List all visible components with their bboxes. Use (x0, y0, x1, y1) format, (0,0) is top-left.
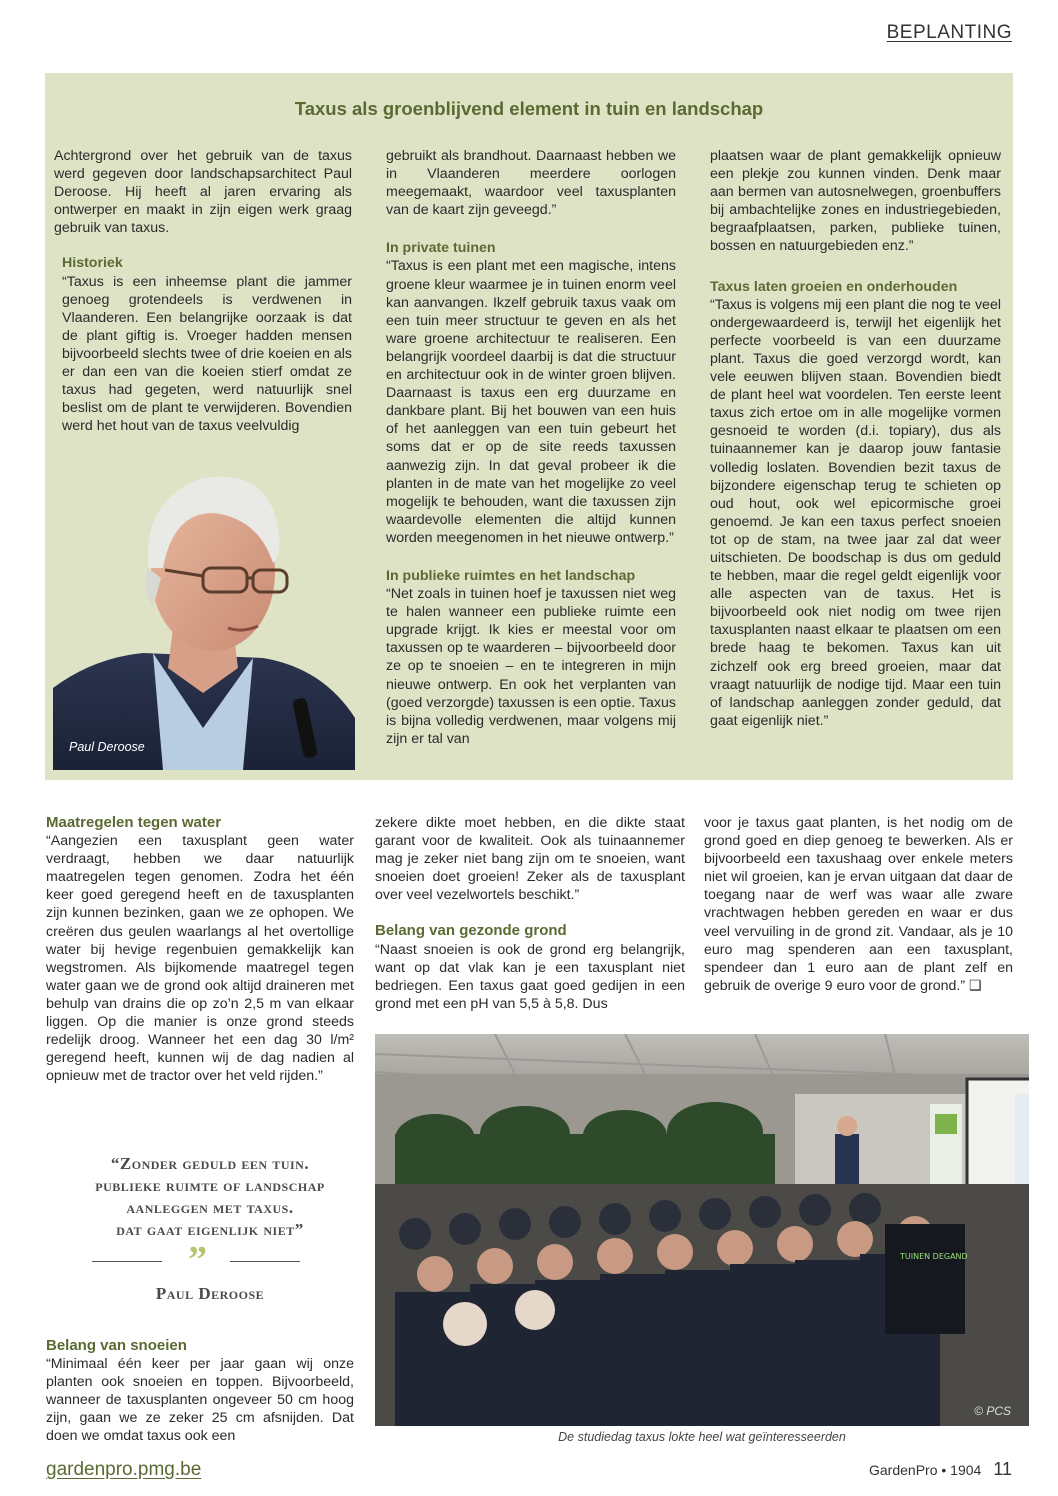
box-title: Taxus als groenblijvend element in tuin en landschap (294, 98, 764, 119)
box-column-1 (54, 147, 352, 435)
paragraph-col2-start: gebruikt als brandhout. Daarnaast hebben we in Vlaanderen meerdere oorlogen meegemaakt, waardoor veel taxusplanten van de kaart zijn geveegd.” (386, 148, 676, 219)
paragraph-lower-col2-start: zekere dikte moet hebben, en die dikte staat garant voor de kwaliteit. Ook als tuinaannemer mag je zeker niet bang zijn om te snoeien, want snoeien doet groeien! Zeker als de taxusplant over veel vezelwortels beschikt.” (375, 815, 685, 904)
lower-column-3 (704, 814, 1013, 995)
shirt-print-text: TUINEN DEGAND (900, 1252, 968, 1261)
pull-quote-line-3: aanleggen met taxus. (126, 1198, 294, 1217)
heading-maatregelen-water: Maatregelen tegen water (46, 814, 222, 831)
paragraph-historiek: “Taxus is een inheemse plant die jammer genoeg grotendeels is verdwenen in Vlaanderen. Een belangrijke oorzaak is dat de plant giftig is. Vroeger hadden mensen bijvoorbeeld slechts twee of drie koeien en als er dan een van die koeien stierf omdat ze taxus had gegeten, werd natuurlijk snel beslist om de plant te verwijderen. Bovendien werd het hout van de taxus veelvuldig (62, 273, 352, 435)
lower-col3-text: voor je taxus gaat planten, is het nodig om de grond goed en diep genoeg te bewerken. Als er bijvoorbeeld een taxushaag over enkele meters niet wil groeien, kan je ervan uitgaan dat daar de toegang naar de werf was waar alle zware vrachtwagen hebben gereden en waar er dus veel vervuiling in de grond zit. Vandaar, als je 10 euro mag spenderen aan een taxusplant, spendeer dan 1 euro aan de plant zelf en gebruik de overige 9 euro voor de grond.” (704, 815, 1013, 994)
pull-quote (80, 1153, 340, 1241)
quote-divider-right (230, 1261, 300, 1262)
heading-historiek: Historiek (62, 255, 123, 272)
intro-paragraph: Achtergrond over het gebruik van de taxus werd gegeven door landschapsarchitect Paul Deroose. Hij heeft al jaren ervaring als ontwerper en maakt in zijn eigen werk graag gebruik van taxus. (54, 148, 352, 237)
event-photo (375, 1034, 1029, 1426)
heading-belang-snoeien: Belang van snoeien (46, 1337, 187, 1354)
box-column-2 (386, 147, 676, 748)
heading-taxus-groeien: Taxus laten groeien en onderhouden (710, 278, 958, 295)
event-photo-illustration (375, 1034, 1029, 1426)
portrait-photo (53, 458, 355, 770)
quote-mark-icon: ” (188, 1239, 207, 1281)
footer-magazine: GardenPro • 1904 (869, 1462, 982, 1478)
lower-column-1b (46, 1337, 354, 1446)
photo-credit: © PCS (974, 1404, 1011, 1418)
quote-divider-left (92, 1261, 162, 1262)
paragraph-belang-snoeien: “Minimaal één keer per jaar gaan wij onze planten ook snoeien en toppen. Bijvoorbeeld, wanneer de taxusplanten ongeveer 50 cm hoog zijn, gaan we ze zeker 25 cm afsnijden. Dat doen we omdat taxus ook een (46, 1356, 354, 1445)
portrait-caption: Paul Deroose (69, 740, 145, 754)
lower-column-2 (375, 814, 685, 1013)
paragraph-gezonde-grond: “Naast snoeien is ook de grond erg belangrijk, want op dat vlak kan je een taxusplant niet bedriegen. Een taxus gaat goed gedijen in een grond met een pH van 5,5 à 5,8. Dus (375, 941, 685, 1012)
footer-issue (869, 1459, 1012, 1480)
pull-quote-author: Paul Deroose (155, 1284, 265, 1303)
heading-gezonde-grond: Belang van gezonde grond (375, 922, 567, 940)
paragraph-lower-col3 (704, 814, 1013, 995)
footer-website-link[interactable]: gardenpro.pmg.be (46, 1459, 202, 1480)
pull-quote-line-1: “Zonder geduld een tuin. (110, 1154, 310, 1173)
event-photo-caption: De studiedag taxus lokte heel wat geïnteresseerden (558, 1430, 846, 1444)
page-number: 11 (993, 1459, 1012, 1479)
paragraph-publieke-ruimtes: “Net zoals in tuinen hoef je taxussen niet weg te halen wanneer een publieke ruimte een upgrade krijgt. Ik kies er meestal voor om taxussen op te waarderen – bijvoorbeeld door ze op te snoeien – en te integreren in mijn nieuwe ontwerp. En ook het verplanten van (goed verzorgde) taxussen is een optie. Taxus is bijna volledig verdwenen, maar volgens mij zijn er tal van (386, 586, 676, 747)
paragraph-col3-start: plaatsen waar de plant gemakkelijk opnieuw een plekje zou kunnen vinden. Denk maar aan bermen van autosnelwegen, groenbuffers bij ambachtelijke zones en industriegebieden, begraafplaatsen, parken, publieke tuinen, bossen en natuurgebieden enz.” (710, 148, 1001, 255)
pull-quote-line-4: dat gaat eigenlijk niet” (116, 1220, 304, 1239)
portrait-illustration (53, 458, 355, 770)
heading-publieke-ruimtes: In publieke ruimtes en het landschap (386, 567, 636, 584)
section-tag: BEPLANTING (886, 22, 1012, 43)
paragraph-maatregelen-water: “Aangezien een taxusplant geen water verdraagt, hebben we daar natuurlijk maatregelen tegen genomen. Zodra het één keer goed geregend heeft en de taxusplanten zijn kunnen bezinken, gaan we ze ophopen. We creëren dus geulen waarlangs al het overtollige water bij hevige regenbuien gemakkelijk kan wegstromen. Als bijkomende maatregel tegen water gaan we de grond ook altijd draineren met behulp van drains die op zo’n 2,5 m van elkaar liggen. Op die manier is onze grond steeds redelijk droog. Wanneer het een dag 30 l/m² geregend heeft, kunnen wij de dag nadien al opnieuw met de tractor over het veld rijden.” (46, 833, 354, 1085)
paragraph-taxus-groeien: “Taxus is volgens mij een plant die nog te veel ondergewaardeerd is, terwijl het eigenlijk het perfecte voorbeeld is van een duurzame plant. Taxus die goed verzorgd wordt, kan vele eeuwen blijven staan. Bovendien biedt de plant heel wat voordelen. Ten eerste leent taxus zich ertoe om in alle mogelijke vormen gesnoeid te worden (d.i. topiary), dus als tuinaannemer kan je daarop jouw fantasie volledig loslaten. Bovendien bezit taxus de bijzondere eigenschap terug te schieten op oud hout, ook wel epicormische groei genoemd. Je kan een taxus perfect snoeien tot op de stam, na twee jaar zal dat weer uitschieten. De boodschap is dus om geduld te hebben, maar die regel geldt eigenlijk voor alle aspecten van de taxus. Het is bijvoorbeeld ook niet nodig om twee rijen taxusplanten naast elkaar te plaatsen om een brede haag te bekomen. Taxus kan uit zichzelf ook erg breed groeien, maar dat vraagt natuurlijk de nodige tijd. Maar een tuin of landschap aanleggen zonder geduld, dat gaat eigenlijk niet.” (710, 296, 1001, 729)
heading-private-tuinen: In private tuinen (386, 240, 496, 257)
box-column-3 (710, 147, 1001, 730)
lower-column-1 (46, 814, 354, 1085)
end-mark-icon: ❑ (969, 977, 982, 994)
pull-quote-line-2: publieke ruimte of landschap (95, 1176, 325, 1195)
paragraph-private-tuinen: “Taxus is een plant met een magische, intens groene kleur waarmee je in tuinen enorm veel kan aanvangen. Ikzelf gebruik taxus vaak om een tuin meer structuur te geven en als het ware groene architectuur te realiseren. Een belangrijk voordeel daarbij is dat die structuur en architectuur ook in de winter groen blijven. Daarnaast is taxus een erg duurzame en dankbare plant. Bij het bouwen van een huis of het aanleggen van een tuin gebeurt het soms dat er op de site reeds taxussen aanwezig zijn. In dat geval probeer ik die planten in de mate van het mogelijke zo veel mogelijk te behouden, want die taxussen zijn waardevolle elementen die altijd kunnen worden meegenomen in het nieuwe ontwerp.” (386, 258, 676, 546)
